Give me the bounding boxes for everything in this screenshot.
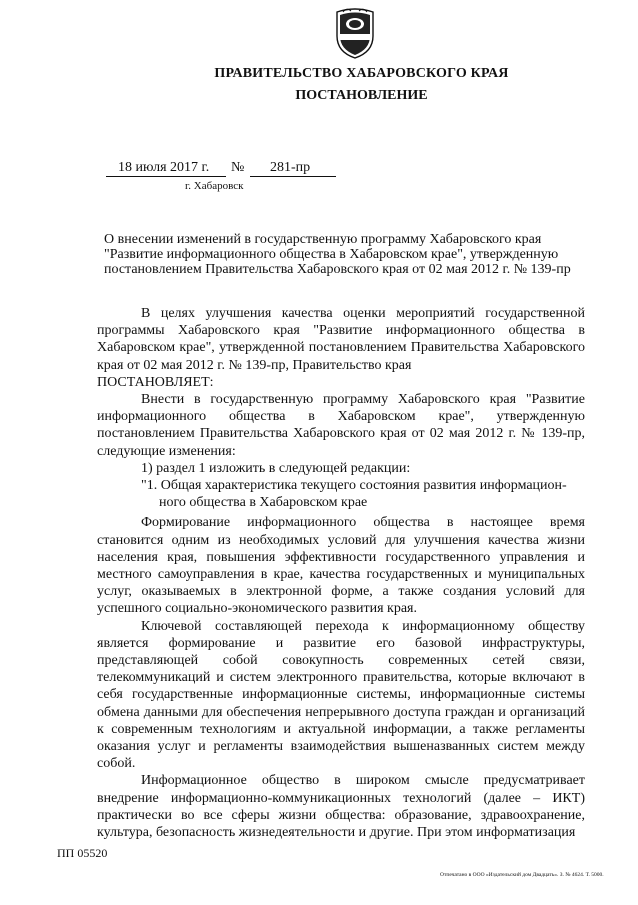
document-body bbox=[97, 305, 585, 841]
document-type: ПОСТАНОВЛЕНИЕ bbox=[295, 88, 428, 103]
list-item: 1) раздел 1 изложить в следующей редакции: bbox=[141, 460, 411, 476]
document-date: 18 июля 2017 г. bbox=[118, 160, 210, 175]
date-underline bbox=[106, 176, 226, 177]
document-code: ПП 05520 bbox=[57, 846, 108, 860]
subject-line: О внесении изменений в государственную программу Хабаровского края bbox=[104, 232, 542, 247]
number-sign: № bbox=[231, 160, 245, 175]
section-heading: "1. Общая характеристика текущего состояния развития информацион- bbox=[141, 478, 567, 494]
subject-line: постановлением Правительства Хабаровского края от 02 мая 2012 г. № 139-пр bbox=[104, 262, 571, 277]
preamble-paragraph: В целях улучшения качества оценки мероприятий государственной программы Хабаровского края "Развитие информационного общества в Хабаровском крае", утвержденной постановлением Правительства Хабаровского края от 02 мая 2012 г. № 139-пр, Правительство края bbox=[97, 306, 585, 373]
body-paragraph: Формирование информационного общества в настоящее время становится одним из необходимых условий для улучшения качества жизни населения края, повышения эффективности государственного управления и местного самоуправления в крае, качества государственных и муниципальных услуг, оказываемых в электронной форме, а также создания условий для успешного социально-экономического развития края. bbox=[97, 515, 585, 617]
document-number: 281-пр bbox=[270, 160, 311, 175]
number-underline bbox=[250, 176, 336, 177]
amendment-paragraph: Внести в государственную программу Хабаровского края "Развитие информационного общества в Хабаровском крае", утвержденную постановлением Правительства Хабаровского края от 02 мая 2012 г. № 139-пр, следующие изменения: bbox=[97, 392, 585, 459]
city: г. Хабаровск bbox=[185, 180, 244, 192]
section-heading-cont: ного общества в Хабаровском крае bbox=[159, 495, 368, 511]
resolves-heading: ПОСТАНОВЛЯЕТ: bbox=[97, 374, 214, 390]
coat-of-arms-icon bbox=[333, 6, 377, 60]
printing-imprint: Отпечатано в ООО «Издательский дом Двадцать». З. № 4624. Т. 5000. bbox=[440, 872, 604, 878]
body-paragraph: Информационное общество в широком смысле предусматривает внедрение информационно-коммуникационных технологий (далее – ИКТ) практически во все сферы жизни общества: образование, здравоохранение, культура, безопасность жизнедеятельности и другие. При этом информатизация bbox=[97, 773, 585, 841]
body-paragraph: Ключевой составляющей перехода к информационному обществу является формирование и развитие его базовой инфраструктуры, представляющей собой совокупность современных сетей связи, телекоммуникаций и систем электронного правительства, которые включают в себя государственные информационные системы, информационные системы обмена данными для обеспечения непрерывного доступа граждан и организаций к современным технологиям и актуальной информации, а также регламенты оказания услуг и регламенты взаимодействия вышеназванных систем между собой. bbox=[97, 618, 585, 772]
subject-line: "Развитие информационного общества в Хабаровском крае", утвержденную bbox=[104, 247, 559, 262]
government-title: ПРАВИТЕЛЬСТВО ХАБАРОВСКОГО КРАЯ bbox=[214, 66, 509, 81]
document-subject bbox=[104, 232, 580, 277]
